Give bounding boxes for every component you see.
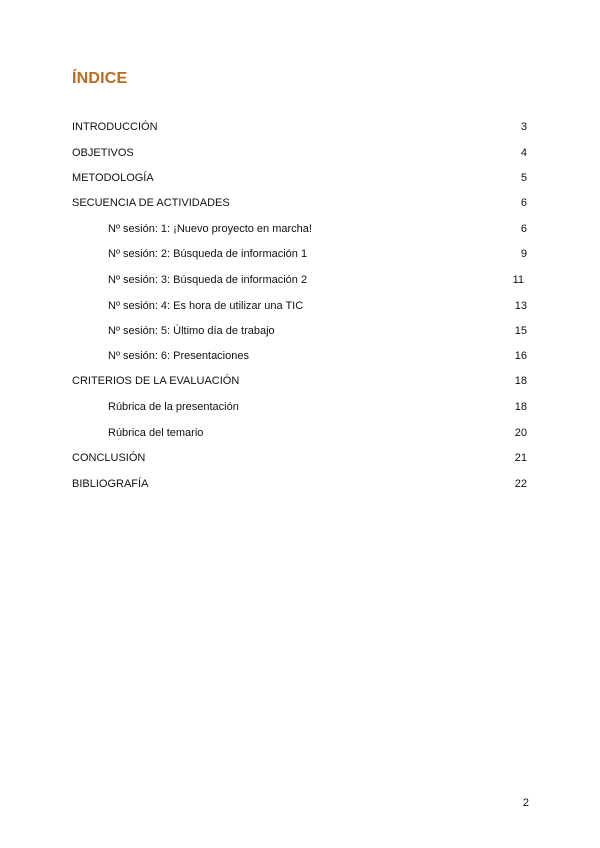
toc-entry-introduccion[interactable]: [0, 119, 600, 135]
toc-entry-label: Nº sesión: 6: Presentaciones: [108, 350, 249, 362]
toc-entry-label: Nº sesión: 5: Último día de trabajo: [108, 325, 275, 337]
toc-entry-page: 13: [514, 300, 527, 312]
toc-entry-secuencia-actividades[interactable]: [0, 195, 600, 211]
toc-entry-sesion-4[interactable]: [0, 298, 600, 314]
toc-entry-label: CONCLUSIÓN: [72, 452, 146, 464]
footer-page-number: 2: [522, 797, 529, 809]
toc-entry-page: 18: [514, 401, 527, 413]
toc-entry-sesion-5[interactable]: [0, 323, 600, 339]
toc-entry-page: 22: [514, 478, 527, 490]
toc-entry-sesion-1[interactable]: [0, 221, 600, 237]
toc-entry-rubrica-presentacion[interactable]: [0, 399, 600, 415]
page-title: ÍNDICE: [72, 70, 128, 87]
toc-entry-page: 20: [514, 427, 527, 439]
toc-entry-page: 6: [520, 197, 527, 209]
toc-entry-bibliografia[interactable]: [0, 476, 600, 492]
toc-entry-label: Nº sesión: 3: Búsqueda de información 2: [108, 274, 308, 286]
toc-entry-page: 18: [514, 375, 527, 387]
toc-entry-page: 15: [514, 325, 527, 337]
toc-entry-rubrica-temario[interactable]: [0, 425, 600, 441]
toc-entry-label: Nº sesión: 1: ¡Nuevo proyecto en marcha!: [108, 223, 312, 235]
toc-entry-criterios-evaluacion[interactable]: [0, 373, 600, 389]
toc-entry-label: METODOLOGÍA: [72, 172, 154, 184]
toc-entry-sesion-2[interactable]: [0, 246, 600, 262]
toc-entry-label: OBJETIVOS: [72, 147, 134, 159]
toc-entry-sesion-3[interactable]: [0, 272, 600, 288]
toc-entry-page: 5: [520, 172, 527, 184]
toc-entry-objetivos[interactable]: [0, 145, 600, 161]
toc-entry-page: 16: [514, 350, 527, 362]
toc-entry-page: 9: [520, 248, 527, 260]
toc-entry-page: 6: [520, 223, 527, 235]
toc-entry-metodologia[interactable]: [0, 170, 600, 186]
toc-entry-label: CRITERIOS DE LA EVALUACIÓN: [72, 375, 240, 387]
toc-entry-page: 3: [520, 121, 527, 133]
toc-entry-label: Nº sesión: 2: Búsqueda de información 1: [108, 248, 308, 260]
toc-entry-page: 4: [520, 147, 527, 159]
toc-entry-sesion-6[interactable]: [0, 348, 600, 364]
toc-entry-label: BIBLIOGRAFÍA: [72, 478, 149, 490]
toc-entry-label: SECUENCIA DE ACTIVIDADES: [72, 197, 230, 209]
toc-entry-conclusion[interactable]: [0, 450, 600, 466]
toc-entry-label: INTRODUCCIÓN: [72, 121, 158, 133]
toc-entry-page: 21: [514, 452, 527, 464]
toc-entry-label: Rúbrica de la presentación: [108, 401, 239, 413]
toc-entry-page: 11: [512, 274, 524, 286]
toc-entry-label: Nº sesión: 4: Es hora de utilizar una TIC: [108, 300, 304, 312]
toc-entry-label: Rúbrica del temario: [108, 427, 204, 439]
